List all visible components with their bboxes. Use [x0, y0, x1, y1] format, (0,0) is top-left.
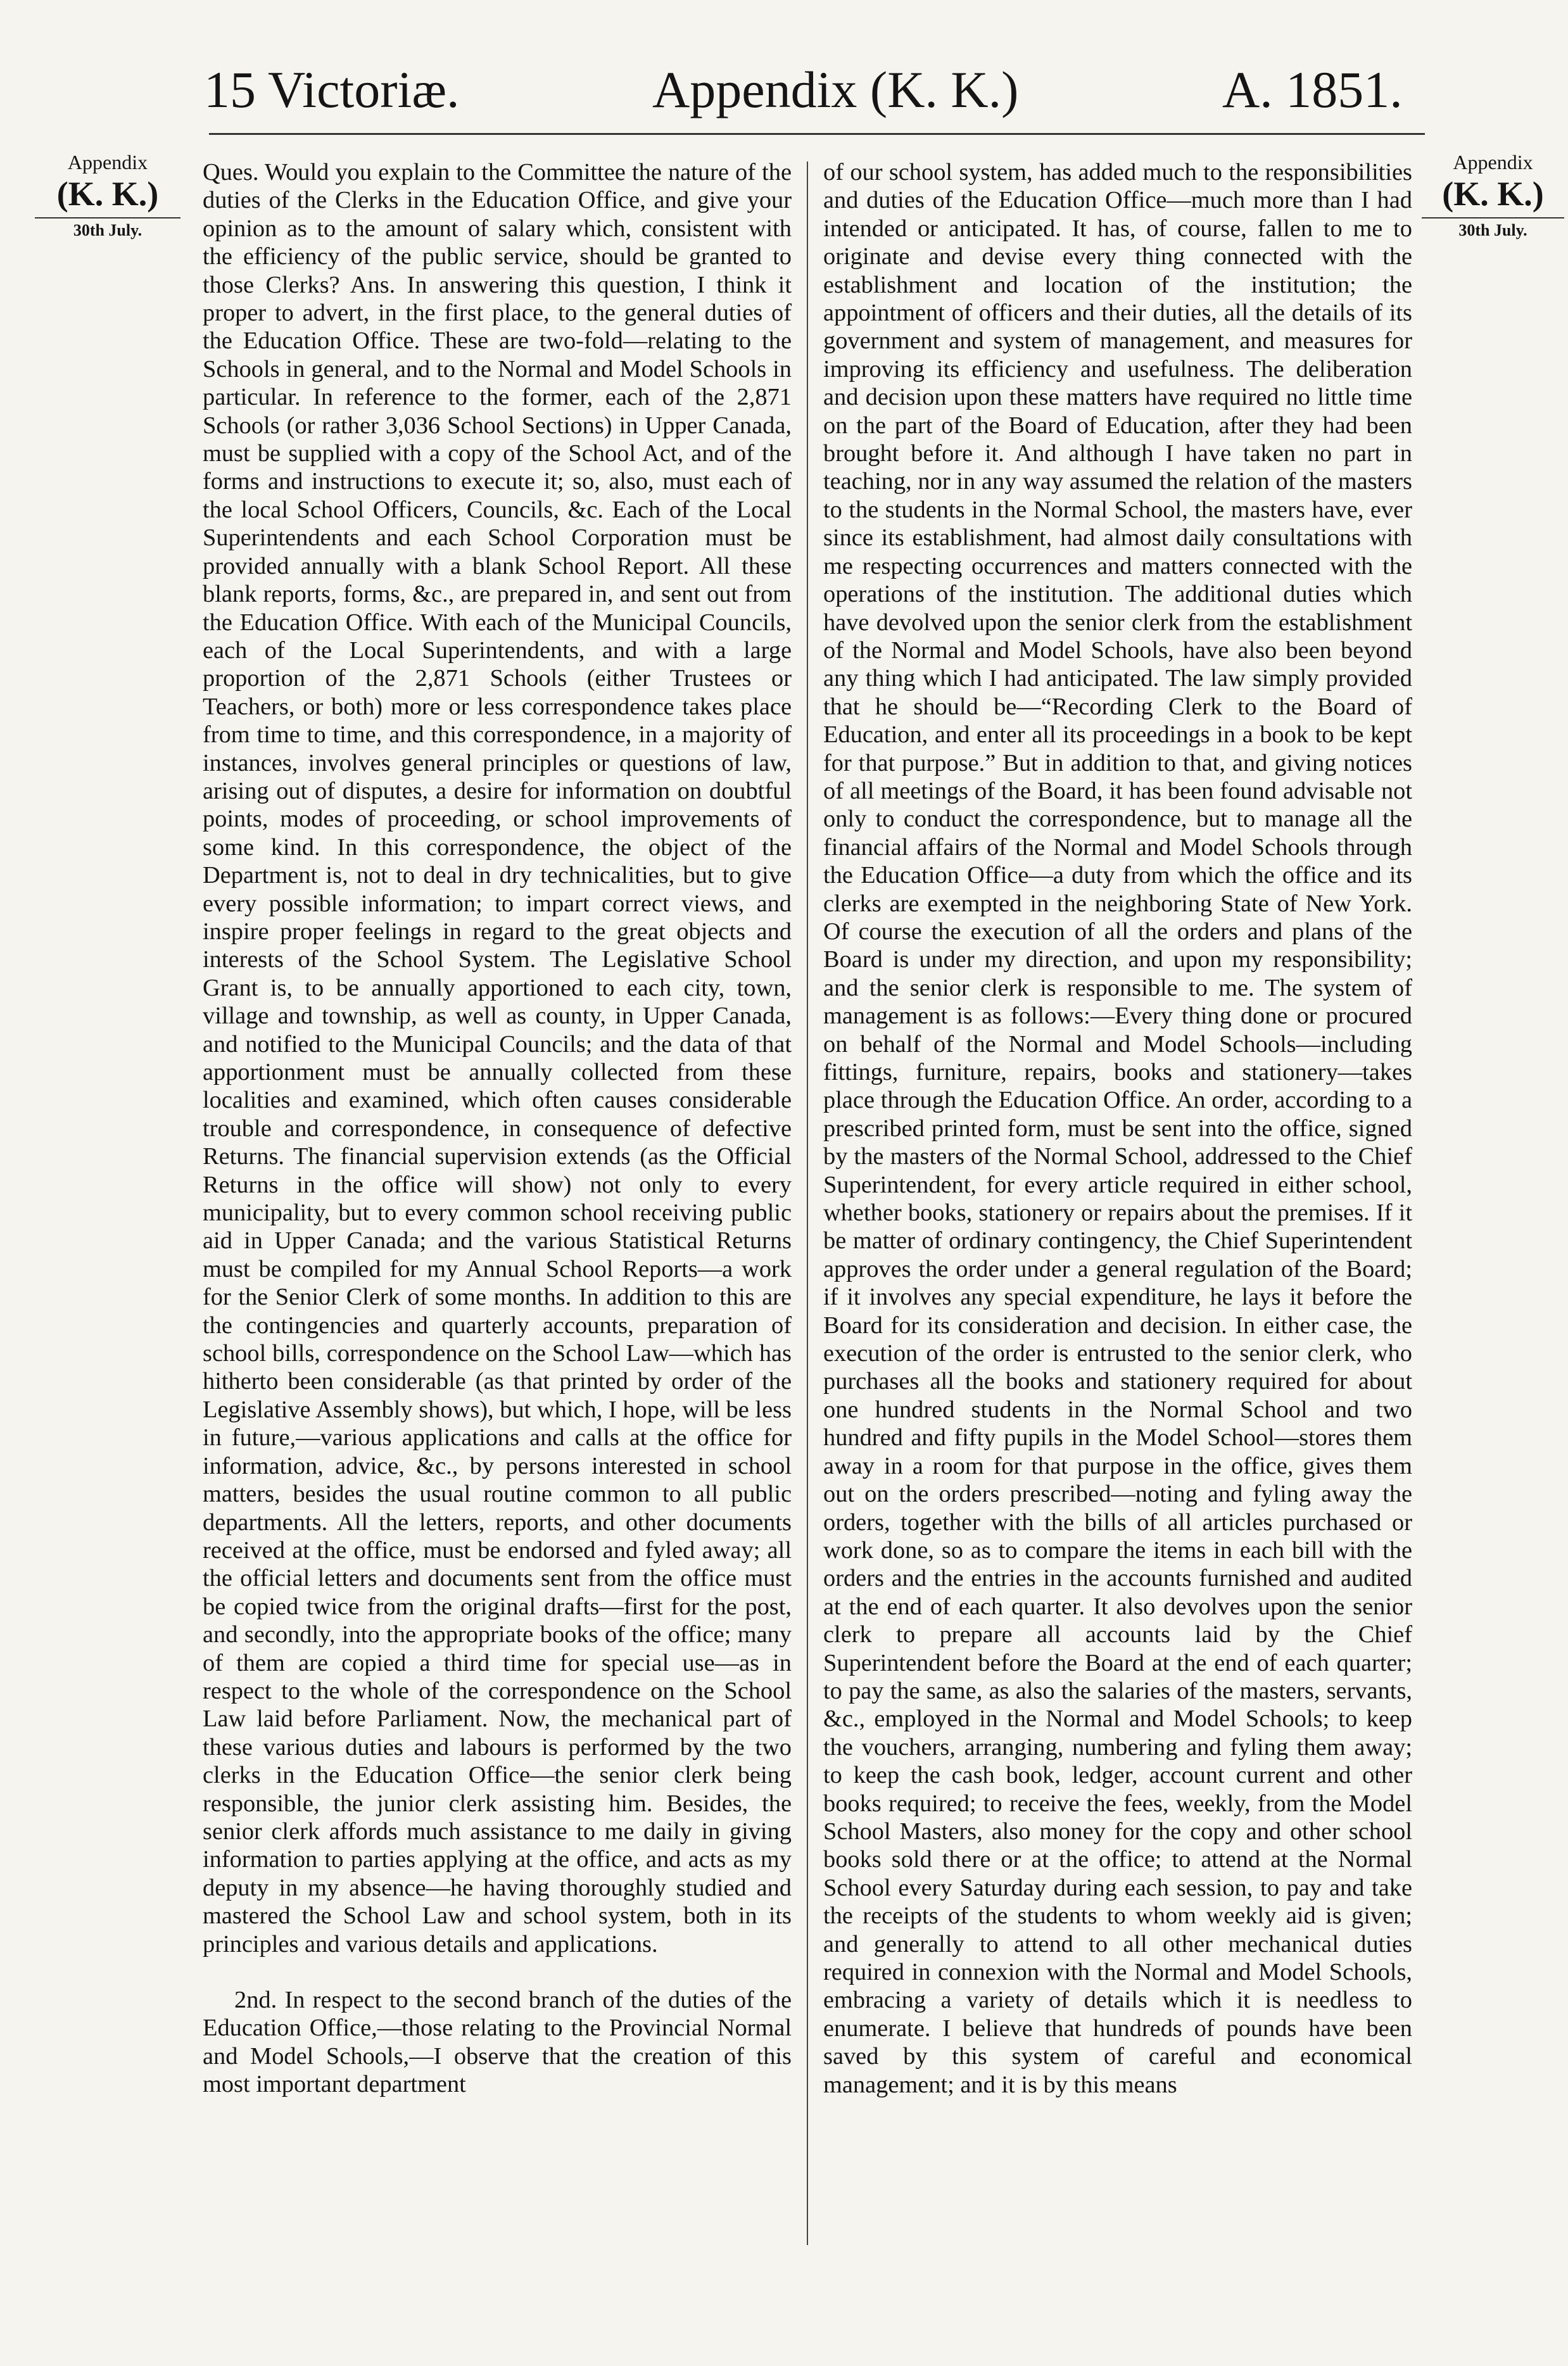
margin-appendix-label: Appendix	[67, 151, 148, 174]
header-appendix-title: Appendix (K. K.)	[652, 61, 1019, 118]
header-year: A. 1851.	[1222, 61, 1403, 118]
column-divider	[807, 161, 808, 2245]
continuation-paragraph: of our school system, has added much to the responsibilities and duties of the Education Office—much more than I had intended or anticipated. It has, of course, fallen to me to originate and devise every thing connected with the establishment and location of the institution; the appointment of officers and their duties, all the details of its government and system of management, and measures for improving its efficiency and usefulness. The deliberation and decision upon these matters have required no little time on the part of the Board of Education, after they had been brought before it. And although I have taken no part in teaching, nor in any way assumed the relation of the masters to the students in the Normal School, the masters have, ever since its establishment, had almost daily consultations with me respecting occurrences and matters connected with the operations of the institution. The additional duties which have devolved upon the senior clerk from the establishment of the Normal and Model Schools, have also been beyond any thing which I had anticipated. The law simply provided that he should be—“Recording Clerk to the Board of Education, and enter all its proceedings in a book to be kept for that purpose.” But in addition to that, and giving notices of all meetings of the Board, it has been found advisable not only to conduct the correspondence, but to manage all the financial affairs of the Normal and Model Schools through the Education Office—a duty from which the office and its clerks are exempted in the neighboring State of New York. Of course the execution of all the orders and plans of the Board is under my direction, and upon my responsibility; and the senior clerk is responsible to me. The system of management is as follows:—Every thing done or procured on behalf of the Normal and Model Schools—including fittings, furniture, repairs, books and stationery—takes place through the Education Office. An order, according to a prescribed printed form, must be sent into the office, signed by the masters of the Normal School, addressed to the Chief Superintendent, for every article required in either school, whether books, stationery or repairs about the premises. If it be matter of ordinary contingency, the Chief Superintendent approves the order under a general regulation of the Board; if it involves any special expenditure, he lays it before the Board for its consideration and decision. In either case, the execution of the order is entrusted to the senior clerk, who purchases all the books and stationery required for about one hundred students in the Normal School and two hundred and fifty pupils in the Model School—stores them away in a room for that purpose in the office, gives them out on the orders prescribed—noting and fyling away the orders, together with the bills of all articles purchased or work done, so as to compare the items in each bill with the orders and the entries in the accounts furnished and audited at the end of each quarter. It also devolves upon the senior clerk to prepare all accounts laid by the Chief Superintendent before the Board at the end of each quarter; to pay the same, as also the salaries of the masters, servants, &c., employed in the Normal and Model Schools; to keep the vouchers, arranging, numbering and fyling them away; to keep the cash book, ledger, account current and other books required; to receive the fees, weekly, from the Model School Masters, also money for the copy and other school books sold there or at the office; to attend at the Normal School every Saturday during each session, to pay and take the receipts of the students to whom weekly aid is given; and generally to attend to all other mechanical duties required in connexion with the Normal and Model Schools, embracing a variety of details which it is needless to enumerate. I believe that hundreds of pounds have been saved by this system of careful and economical management; and it is by this means	[823, 159, 1412, 2098]
margin-appendix-label: Appendix	[1453, 151, 1533, 174]
page-header	[0, 54, 1568, 123]
margin-appendix-code: (K. K.)	[56, 174, 159, 213]
left-column	[203, 158, 792, 2099]
header-rule	[209, 133, 1425, 135]
margin-appendix-code: (K. K.)	[1442, 174, 1544, 213]
right-column	[823, 158, 1412, 2099]
margin-date: 30th July.	[1422, 217, 1564, 240]
left-margin-note	[35, 151, 180, 240]
header-regnal-year: 15 Victoriæ.	[204, 61, 460, 118]
second-branch-paragraph: 2nd. In respect to the second branch of the duties of the Education Office,—those relating to the Provincial Normal and Model Schools,—I observe that the creation of this most important department	[203, 1987, 792, 2098]
margin-date: 30th July.	[35, 217, 180, 240]
question-answer-paragraph: Ques. Would you explain to the Committee the nature of the duties of the Clerks in the Education Office, and give your opinion as to the amount of salary which, consistent with the efficiency of the public service, should be granted to those Clerks? Ans. In answering this question, I think it proper to advert, in the first place, to the general duties of the Education Office. These are two-fold—relating to the Schools in general, and to the Normal and Model Schools in particular. In reference to the former, each of the 2,871 Schools (or rather 3,036 School Sections) in Upper Canada, must be supplied with a copy of the School Act, and of the forms and instructions to execute it; so, also, must each of the local School Officers, Councils, &c. Each of the Local Superintendents and each School Corporation must be provided annually with a blank School Report. All these blank reports, forms, &c., are prepared in, and sent out from the Education Office. With each of the Municipal Councils, each of the Local Superintendents, and with a large proportion of the 2,871 Schools (either Trustees or Teachers, or both) more or less correspondence takes place from time to time, and this correspondence, in a majority of instances, involves general principles or questions of law, arising out of disputes, a desire for information on doubtful points, modes of proceeding, or school improvements of some kind. In this correspondence, the object of the Department is, not to deal in dry technicalities, but to give every possible information; to impart correct views, and inspire proper feelings in regard to the great objects and interests of the School System. The Legislative School Grant is, to be annually apportioned to each city, town, village and township, as well as county, in Upper Canada, and notified to the Municipal Councils; and the data of that apportionment must be annually collected from these localities and examined, which often causes considerable trouble and correspondence, in consequence of defective Returns. The financial supervision extends (as the Official Returns in the office will show) not only to every municipality, but to every common school receiving public aid in Upper Canada; and the various Statistical Returns must be compiled for my Annual School Reports—a work for the Senior Clerk of some months. In addition to this are the contingencies and quarterly accounts, preparation of school bills, correspondence on the School Law—which has hitherto been considerable (as that printed by order of the Legislative Assembly shows), but which, I hope, will be less in future,—various applications and calls at the office for information, advice, &c., by persons interested in school matters, besides the usual routine common to all public departments. All the letters, reports, and other documents received at the office, must be endorsed and fyled away; all the official letters and documents sent from the office must be copied twice from the original drafts—first for the post, and secondly, into the appropriate books of the office; many of them are copied a third time for special use—as in respect to the whole of the correspondence on the School Law laid before Parliament. Now, the mechanical part of these various duties and labours is performed by the two clerks in the Education Office—the senior clerk being responsible, the junior clerk assisting him. Besides, the senior clerk affords much assistance to me daily in giving information to parties applying at the office, and acts as my deputy in my absence—he having thoroughly studied and mastered the School Law and school system, both in its principles and various details and applications.	[203, 159, 792, 1958]
right-margin-note	[1422, 151, 1564, 240]
